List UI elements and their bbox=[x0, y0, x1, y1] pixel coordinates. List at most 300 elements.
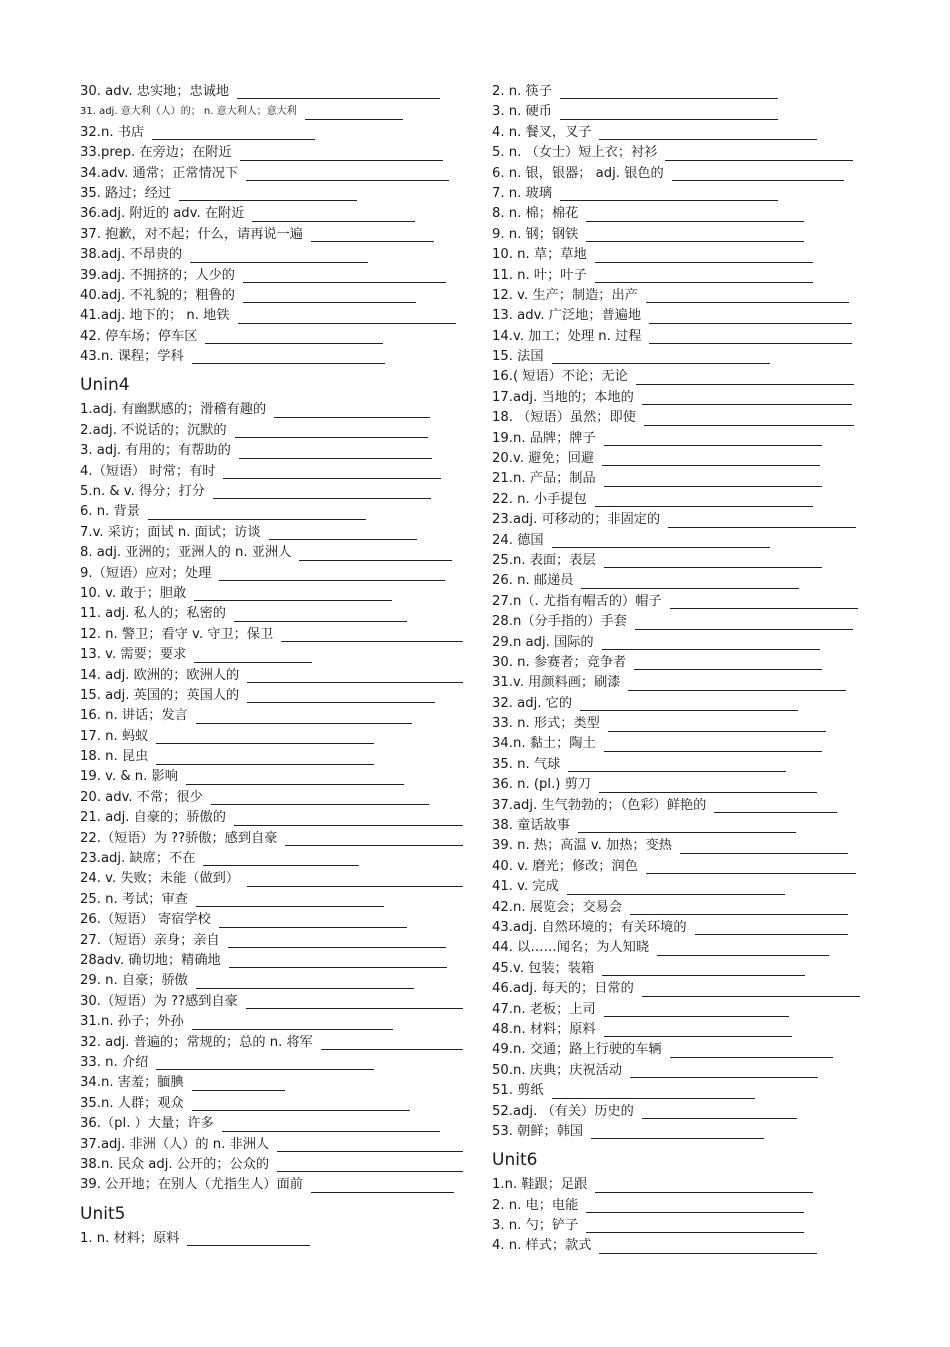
answer-blank bbox=[599, 127, 817, 140]
vocab-definition: 4.（短语） 时常；有时 bbox=[80, 463, 216, 479]
vocab-item bbox=[80, 1012, 465, 1032]
answer-blank bbox=[219, 915, 407, 928]
vocab-definition: 17.adj. 当地的；本地的 bbox=[492, 389, 634, 405]
vocab-item bbox=[492, 1020, 876, 1040]
vocab-item bbox=[80, 971, 465, 991]
answer-blank bbox=[299, 548, 452, 561]
vocab-definition: 2. n. 电；电能 bbox=[492, 1197, 579, 1213]
vocab-definition: 42.n. 展览会；交易会 bbox=[492, 899, 623, 915]
answer-blank bbox=[240, 148, 443, 161]
vocab-definition: 36.（pl. ）大量；许多 bbox=[80, 1116, 214, 1132]
vocab-item bbox=[80, 1155, 465, 1175]
answer-blank bbox=[634, 657, 822, 670]
answer-blank bbox=[642, 984, 860, 997]
answer-blank bbox=[196, 894, 384, 907]
vocab-item bbox=[80, 102, 465, 122]
answer-blank bbox=[243, 270, 446, 283]
answer-blank bbox=[311, 229, 434, 242]
vocab-definition: 3. adj. 有用的；有帮助的 bbox=[80, 443, 231, 459]
vocab-definition: 51. 剪纸 bbox=[492, 1083, 544, 1099]
vocab-item bbox=[80, 584, 465, 604]
answer-blank bbox=[595, 250, 813, 263]
vocab-item bbox=[80, 204, 465, 224]
answer-blank bbox=[156, 1057, 374, 1070]
vocab-item bbox=[80, 1135, 465, 1155]
vocab-item bbox=[492, 755, 876, 775]
right-column bbox=[492, 82, 876, 1257]
answer-blank bbox=[567, 882, 785, 895]
vocab-item bbox=[80, 441, 465, 461]
vocab-definition: 47.n. 老板；上司 bbox=[492, 1001, 596, 1017]
vocab-definition: 42. 停车场；停车区 bbox=[80, 328, 198, 344]
answer-blank bbox=[252, 209, 415, 222]
vocab-item bbox=[492, 1236, 876, 1256]
vocab-item bbox=[492, 367, 876, 387]
vocab-item bbox=[492, 286, 876, 306]
vocab-definition: 53. 朝鲜；韩国 bbox=[492, 1123, 584, 1139]
vocab-item bbox=[80, 266, 465, 286]
vocab-item bbox=[80, 306, 465, 326]
vocab-definition: 48.n. 材料；原料 bbox=[492, 1021, 596, 1037]
vocab-item bbox=[80, 564, 465, 584]
answer-blank bbox=[581, 576, 799, 589]
answer-blank bbox=[211, 792, 429, 805]
answer-blank bbox=[591, 1126, 764, 1139]
answer-blank bbox=[194, 588, 392, 601]
answer-blank bbox=[192, 1078, 285, 1091]
answer-blank bbox=[568, 759, 786, 772]
vocab-item bbox=[80, 931, 465, 951]
answer-blank bbox=[152, 127, 315, 140]
vocab-item bbox=[492, 816, 876, 836]
vocab-definition: 24. v. 失败；未能（做到） bbox=[80, 871, 240, 887]
answer-blank bbox=[670, 1045, 833, 1058]
vocab-definition: 39. n. 热；高温 v. 加热；变热 bbox=[492, 838, 672, 854]
vocab-item bbox=[80, 462, 465, 482]
answer-blank bbox=[246, 168, 449, 181]
answer-blank bbox=[635, 617, 853, 630]
vocab-definition: 20.v. 避免；回避 bbox=[492, 451, 595, 467]
vocab-item bbox=[80, 143, 465, 163]
answer-blank bbox=[595, 270, 813, 283]
vocab-item bbox=[492, 204, 876, 224]
vocab-definition: 49.n. 交通；路上行驶的车辆 bbox=[492, 1042, 662, 1058]
vocab-definition: 19.n. 品牌；牌子 bbox=[492, 430, 596, 446]
vocab-item bbox=[80, 1094, 465, 1114]
vocab-item bbox=[80, 849, 465, 869]
vocab-definition: 9.（短语）应对；处理 bbox=[80, 565, 212, 581]
vocab-definition: 40.adj. 不礼貌的；粗鲁的 bbox=[80, 287, 235, 303]
vocab-definition: 4. n. 样式；款式 bbox=[492, 1238, 592, 1254]
answer-blank bbox=[274, 405, 430, 418]
vocab-definition: 44. 以……闻名；为人知晓 bbox=[492, 940, 650, 956]
vocab-definition: 16.( 短语）不论；无论 bbox=[492, 369, 628, 385]
vocab-definition: 20. adv. 不常；很少 bbox=[80, 789, 203, 805]
answer-blank bbox=[604, 555, 822, 568]
vocab-item bbox=[80, 1114, 465, 1134]
answer-blank bbox=[281, 629, 463, 642]
vocab-item bbox=[492, 510, 876, 530]
vocab-definition: 31.n. 孙子；外孙 bbox=[80, 1014, 184, 1030]
vocab-definition: 29. n. 自豪；骄傲 bbox=[80, 973, 188, 989]
vocab-item bbox=[492, 266, 876, 286]
vocab-item bbox=[492, 918, 876, 938]
vocab-item bbox=[80, 625, 465, 645]
vocab-definition: 30. adv. 忠实地；忠诚地 bbox=[80, 83, 230, 99]
answer-blank bbox=[604, 433, 822, 446]
vocab-item bbox=[492, 673, 876, 693]
answer-blank bbox=[156, 731, 374, 744]
vocab-item bbox=[492, 633, 876, 653]
vocab-definition: 4. n. 餐叉，叉子 bbox=[492, 124, 592, 140]
answer-blank bbox=[604, 1024, 792, 1037]
vocab-definition: 31. adj. 意大利（人）的； n. 意大利人；意大利 bbox=[80, 106, 297, 118]
answer-blank bbox=[179, 188, 357, 201]
vocab-item bbox=[80, 1053, 465, 1073]
answer-blank bbox=[192, 1017, 393, 1030]
vocab-definition: 19. v. & n. 影响 bbox=[80, 769, 178, 785]
vocab-item bbox=[80, 327, 465, 347]
unit-heading: Unin4 bbox=[80, 375, 130, 396]
vocab-item bbox=[492, 184, 876, 204]
answer-blank bbox=[630, 902, 848, 915]
vocab-definition: 9. n. 钢；钢铁 bbox=[492, 226, 579, 242]
vocab-item bbox=[80, 1175, 465, 1195]
vocab-definition: 2. n. 筷子 bbox=[492, 83, 552, 99]
vocab-definition: 13. v. 需要；要求 bbox=[80, 647, 187, 663]
vocab-definition: 50.n. 庆典；庆祝活动 bbox=[492, 1062, 623, 1078]
answer-blank bbox=[636, 372, 854, 385]
vocab-item bbox=[80, 286, 465, 306]
answer-blank bbox=[223, 466, 441, 479]
answer-blank bbox=[604, 474, 822, 487]
vocab-definition: 30.（短语）为 ??感到自豪 bbox=[80, 993, 238, 1009]
vocab-item bbox=[492, 408, 876, 428]
vocab-item bbox=[492, 959, 876, 979]
vocab-definition: 22. n. 小手提包 bbox=[492, 491, 587, 507]
answer-blank bbox=[190, 250, 368, 263]
vocab-definition: 38. 童话故事 bbox=[492, 818, 570, 834]
vocab-definition: 27.n（. 尤指有帽舌的）帽子 bbox=[492, 593, 662, 609]
answer-blank bbox=[586, 1220, 804, 1233]
answer-blank bbox=[219, 568, 445, 581]
vocab-definition: 1.n. 鞋跟；足跟 bbox=[492, 1177, 588, 1193]
vocab-item bbox=[492, 1122, 876, 1142]
vocab-item bbox=[492, 245, 876, 265]
answer-blank bbox=[578, 820, 796, 833]
vocab-item bbox=[80, 225, 465, 245]
vocab-item bbox=[492, 143, 876, 163]
answer-blank bbox=[243, 290, 416, 303]
answer-blank bbox=[649, 331, 852, 344]
vocab-item bbox=[80, 951, 465, 971]
vocab-item bbox=[492, 102, 876, 122]
unit-heading: Unit6 bbox=[492, 1150, 538, 1171]
vocab-item bbox=[80, 1073, 465, 1093]
vocab-item bbox=[492, 469, 876, 489]
answer-blank bbox=[586, 1200, 804, 1213]
answer-blank bbox=[602, 453, 820, 466]
vocab-definition: 28adv. 确切地；精确地 bbox=[80, 953, 221, 968]
vocab-item bbox=[492, 306, 876, 326]
vocab-item bbox=[80, 829, 465, 849]
answer-blank bbox=[665, 148, 853, 161]
answer-blank bbox=[608, 719, 826, 732]
answer-blank bbox=[680, 841, 848, 854]
unit-heading: Unit5 bbox=[80, 1203, 126, 1224]
vocab-definition: 5.n. & v. 得分；打分 bbox=[80, 484, 205, 500]
vocab-definition: 36.adj. 附近的 adv. 在附近 bbox=[80, 206, 245, 222]
answer-blank bbox=[229, 955, 447, 968]
vocab-item bbox=[492, 1081, 876, 1101]
vocab-definition: 37.adj. 生气勃勃的；（色彩）鲜艳的 bbox=[492, 797, 707, 813]
vocab-item bbox=[492, 449, 876, 469]
answer-blank bbox=[595, 494, 813, 507]
vocab-definition: 17. n. 蚂蚁 bbox=[80, 728, 149, 744]
vocab-definition: 35. 路过；经过 bbox=[80, 185, 172, 201]
vocab-item bbox=[492, 877, 876, 897]
vocab-item bbox=[80, 706, 465, 726]
answer-blank bbox=[560, 107, 778, 120]
vocab-definition: 52.adj. （有关）历史的 bbox=[492, 1103, 634, 1119]
answer-blank bbox=[646, 861, 856, 874]
vocab-definition: 7.v. 采访；面试 n. 面试；访谈 bbox=[80, 524, 261, 540]
answer-blank bbox=[642, 392, 852, 405]
answer-blank bbox=[628, 678, 846, 691]
answer-blank bbox=[599, 1241, 817, 1254]
answer-blank bbox=[580, 698, 798, 711]
answer-blank bbox=[205, 331, 383, 344]
vocab-item bbox=[492, 82, 876, 102]
vocab-definition: 28.n（分手指的）手套 bbox=[492, 614, 627, 630]
vocab-item bbox=[492, 225, 876, 245]
vocab-definition: 21. adj. 自豪的；骄傲的 bbox=[80, 810, 226, 826]
answer-blank bbox=[228, 935, 446, 948]
vocab-definition: 32.n. 书店 bbox=[80, 124, 145, 140]
vocab-item bbox=[80, 890, 465, 910]
vocab-item bbox=[80, 347, 465, 367]
vocab-item bbox=[492, 388, 876, 408]
vocab-definition: 35. n. 气球 bbox=[492, 756, 561, 772]
vocab-definition: 1.adj. 有幽默感的；滑稽有趣的 bbox=[80, 402, 267, 418]
vocab-definition: 38.n. 民众 adj. 公开的；公众的 bbox=[80, 1156, 270, 1172]
answer-blank bbox=[560, 86, 778, 99]
answer-blank bbox=[186, 772, 404, 785]
answer-blank bbox=[156, 752, 374, 765]
answer-blank bbox=[187, 1233, 310, 1246]
answer-blank bbox=[714, 800, 837, 813]
answer-blank bbox=[247, 690, 435, 703]
vocab-definition: 32. adj. 它的 bbox=[492, 695, 573, 711]
answer-blank bbox=[604, 1004, 789, 1017]
vocab-definition: 36. n. (pl.) 剪刀 bbox=[492, 777, 591, 793]
answer-blank bbox=[213, 486, 431, 499]
answer-blank bbox=[194, 650, 312, 663]
vocab-item bbox=[492, 1175, 876, 1195]
vocab-item bbox=[492, 857, 876, 877]
vocab-definition: 3. n. 勺；铲子 bbox=[492, 1218, 579, 1234]
vocab-definition: 41.adj. 地下的； n. 地铁 bbox=[80, 308, 230, 324]
vocab-item bbox=[80, 82, 465, 102]
vocab-item bbox=[492, 123, 876, 143]
vocab-item bbox=[492, 938, 876, 958]
vocab-definition: 37.adj. 非洲（人）的 n. 非洲人 bbox=[80, 1136, 270, 1152]
answer-blank bbox=[203, 853, 359, 866]
vocab-item bbox=[80, 645, 465, 665]
vocab-definition: 26. n. 邮递员 bbox=[492, 573, 574, 589]
vocab-item bbox=[492, 490, 876, 510]
vocab-definition: 43.n. 课程；学科 bbox=[80, 349, 184, 365]
vocab-item bbox=[80, 523, 465, 543]
vocab-item bbox=[80, 788, 465, 808]
answer-blank bbox=[586, 229, 804, 242]
vocab-definition: 10. n. 草；草地 bbox=[492, 247, 587, 263]
answer-blank bbox=[246, 996, 463, 1009]
answer-blank bbox=[672, 168, 844, 181]
vocab-definition: 23.adj. 缺席；不在 bbox=[80, 851, 196, 867]
answer-blank bbox=[192, 351, 385, 364]
vocab-item bbox=[492, 571, 876, 591]
vocab-definition: 40. v. 磨光；修改；润色 bbox=[492, 858, 638, 874]
vocab-item bbox=[80, 768, 465, 788]
answer-blank bbox=[630, 1065, 818, 1078]
vocab-definition: 3. n. 硬币 bbox=[492, 104, 552, 120]
vocab-item bbox=[492, 551, 876, 571]
vocab-definition: 18. n. 昆虫 bbox=[80, 749, 149, 765]
vocab-definition: 33. n. 形式；类型 bbox=[492, 716, 600, 732]
vocab-definition: 7. n. 玻璃 bbox=[492, 185, 552, 201]
vocab-item bbox=[80, 421, 465, 441]
vocab-item bbox=[80, 992, 465, 1012]
vocab-definition: 14.v. 加工；处理 n. 过程 bbox=[492, 328, 642, 344]
vocab-definition: 25. n. 考试；审查 bbox=[80, 891, 188, 907]
answer-blank bbox=[247, 670, 463, 683]
vocab-definition: 41. v. 完成 bbox=[492, 879, 559, 895]
vocab-definition: 34.adv. 通常；正常情况下 bbox=[80, 165, 239, 181]
vocab-item bbox=[80, 747, 465, 767]
vocab-definition: 11. n. 叶；叶子 bbox=[492, 267, 587, 283]
vocab-item bbox=[492, 1000, 876, 1020]
answer-blank bbox=[595, 1180, 813, 1193]
vocab-definition: 24. 德国 bbox=[492, 532, 544, 548]
vocab-item bbox=[492, 612, 876, 632]
left-column bbox=[80, 82, 465, 1249]
vocab-item bbox=[492, 714, 876, 734]
answer-blank bbox=[321, 1037, 463, 1050]
vocab-definition: 27.（短语）亲身；亲自 bbox=[80, 932, 220, 948]
vocab-item bbox=[80, 482, 465, 502]
vocab-item bbox=[80, 502, 465, 522]
vocab-definition: 22.（短语）为 ??骄傲；感到自豪 bbox=[80, 830, 278, 846]
vocab-item bbox=[80, 1033, 465, 1053]
vocab-definition: 33. n. 介绍 bbox=[80, 1054, 149, 1070]
answer-blank bbox=[285, 833, 463, 846]
vocab-item bbox=[492, 327, 876, 347]
vocab-definition: 1. n. 材料；原料 bbox=[80, 1230, 180, 1246]
answer-blank bbox=[657, 943, 829, 956]
answer-blank bbox=[148, 507, 366, 520]
answer-blank bbox=[277, 1159, 463, 1172]
vocab-definition: 25.n. 表面；表层 bbox=[492, 552, 596, 568]
vocab-item bbox=[492, 1061, 876, 1081]
vocab-item bbox=[80, 808, 465, 828]
vocab-item bbox=[492, 164, 876, 184]
answer-blank bbox=[599, 780, 817, 793]
vocab-definition: 5. n. （女士）短上衣；衬衫 bbox=[492, 145, 658, 161]
vocab-definition: 34.n. 黏土；陶土 bbox=[492, 736, 596, 752]
answer-blank bbox=[602, 963, 805, 976]
vocab-definition: 23.adj. 可移动的；非固定的 bbox=[492, 512, 661, 528]
vocab-item bbox=[80, 543, 465, 563]
vocab-item bbox=[80, 604, 465, 624]
vocab-definition: 8. n. 棉；棉花 bbox=[492, 206, 579, 222]
vocab-definition: 16. n. 讲话；发言 bbox=[80, 708, 188, 724]
vocab-item bbox=[492, 1196, 876, 1216]
vocab-item bbox=[492, 1102, 876, 1122]
answer-blank bbox=[586, 209, 804, 222]
answer-blank bbox=[670, 596, 858, 609]
vocab-definition: 38.adj. 不昂贵的 bbox=[80, 247, 183, 263]
answer-blank bbox=[644, 413, 854, 426]
vocab-definition: 34.n. 害羞；腼腆 bbox=[80, 1075, 184, 1091]
vocab-definition: 8. adj. 亚洲的；亚洲人的 n. 亚洲人 bbox=[80, 545, 292, 561]
answer-blank bbox=[234, 813, 463, 826]
answer-blank bbox=[552, 535, 770, 548]
vocab-definition: 12. n. 警卫；看守 v. 守卫；保卫 bbox=[80, 626, 274, 642]
vocab-item bbox=[492, 979, 876, 999]
vocab-item bbox=[492, 898, 876, 918]
answer-blank bbox=[668, 515, 856, 528]
answer-blank bbox=[235, 425, 428, 438]
vocab-definition: 32. adj. 普遍的；常规的；总的 n. 将军 bbox=[80, 1034, 313, 1050]
vocab-item bbox=[80, 910, 465, 930]
vocab-definition: 39. 公开地；在别人（尤指生人）面前 bbox=[80, 1177, 303, 1193]
vocab-item bbox=[492, 347, 876, 367]
vocab-definition: 35.n. 人群；观众 bbox=[80, 1095, 184, 1111]
vocab-definition: 37. 抱歉，对不起；什么，请再说一遍 bbox=[80, 226, 303, 242]
vocab-definition: 15. 法国 bbox=[492, 349, 544, 365]
answer-blank bbox=[237, 86, 440, 99]
vocab-definition: 21.n. 产品；制品 bbox=[492, 471, 596, 487]
answer-blank bbox=[247, 874, 463, 887]
vocab-definition: 18. （短语）虽然；即使 bbox=[492, 410, 636, 426]
vocab-item bbox=[80, 184, 465, 204]
answer-blank bbox=[305, 107, 403, 120]
answer-blank bbox=[642, 1106, 797, 1119]
vocab-definition: 45.v. 包装；装箱 bbox=[492, 960, 595, 976]
vocab-definition: 6. n. 银，银器； adj. 银色的 bbox=[492, 165, 664, 181]
vocab-item bbox=[492, 653, 876, 673]
vocab-item bbox=[492, 694, 876, 714]
vocab-definition: 33.prep. 在旁边；在附近 bbox=[80, 145, 232, 161]
answer-blank bbox=[192, 1098, 410, 1111]
vocab-definition: 29.n adj. 国际的 bbox=[492, 634, 594, 650]
vocab-definition: 2.adj. 不说话的；沉默的 bbox=[80, 422, 227, 438]
vocab-definition: 14. adj. 欧洲的；欧洲人的 bbox=[80, 667, 240, 683]
vocab-definition: 39.adj. 不拥挤的；人少的 bbox=[80, 267, 235, 283]
vocab-item bbox=[492, 735, 876, 755]
answer-blank bbox=[196, 976, 414, 989]
vocab-item bbox=[80, 869, 465, 889]
answer-blank bbox=[196, 711, 412, 724]
answer-blank bbox=[277, 1139, 463, 1152]
answer-blank bbox=[238, 311, 456, 324]
answer-blank bbox=[234, 609, 407, 622]
vocab-item bbox=[492, 1040, 876, 1060]
vocab-definition: 6. n. 背景 bbox=[80, 504, 140, 520]
vocab-item bbox=[80, 245, 465, 265]
vocab-item bbox=[80, 164, 465, 184]
